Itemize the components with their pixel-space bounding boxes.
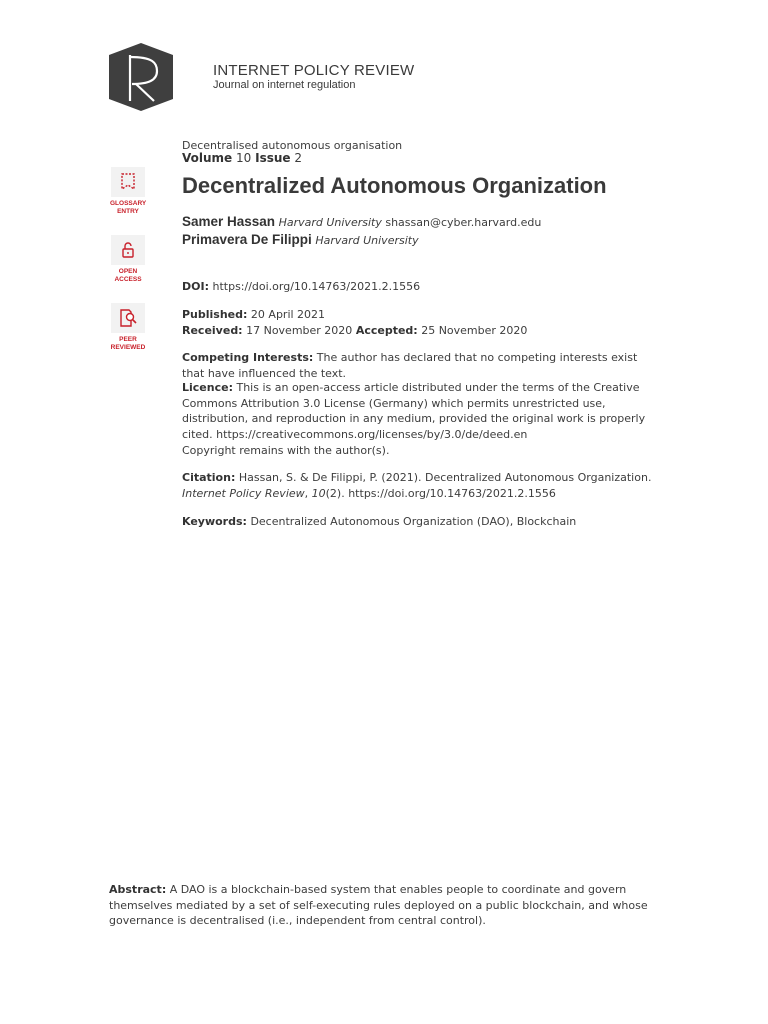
doi-link[interactable]: https://doi.org/10.14763/2021.2.1556 [212, 280, 421, 293]
issue-label: Issue [255, 151, 291, 165]
journal-logo [109, 43, 173, 111]
competing-label: Competing Interests: [182, 351, 314, 364]
citation-journal: Internet Policy Review [182, 486, 305, 500]
abstract [109, 882, 654, 929]
published-label: Published: [182, 308, 248, 321]
peer-reviewed-badge [110, 303, 146, 351]
section-name: Decentralised autonomous organisation [182, 139, 403, 152]
published-date: 20 April 2021 [250, 308, 326, 321]
author-email[interactable]: shassan@cyber.harvard.edu [385, 216, 542, 229]
licence [182, 380, 652, 442]
abstract-text: A DAO is a blockchain-based system that enables people to coordinate and govern themselves mediated by a set of self-executing rules deployed on a public blockchain, and whose governance is decentralised (i.e., independent from central control). [109, 883, 648, 927]
citation-tail: (2). https://doi.org/10.14763/2021.2.1556 [325, 486, 556, 500]
citation-volume: 10 [311, 486, 326, 500]
received-accepted-line [182, 323, 652, 339]
author-1 [182, 214, 652, 231]
published-line [182, 307, 652, 323]
received-label: Received: [182, 324, 243, 337]
author-2 [182, 232, 652, 249]
keywords [182, 514, 652, 530]
open-access-label: OPEN ACCESS [114, 268, 142, 283]
licence-label: Licence: [182, 381, 233, 394]
open-lock-icon [111, 235, 145, 265]
competing-interests [182, 350, 652, 381]
author-name: Samer Hassan [182, 214, 276, 229]
citation-text: Hassan, S. & De Filippi, P. (2021). Decentralized Autonomous Organization. [238, 471, 652, 484]
abstract-label: Abstract: [109, 883, 167, 896]
volume-label: Volume [182, 151, 233, 165]
doi-label: DOI: [182, 280, 209, 293]
citation-separator: , [304, 486, 312, 500]
bookmark-icon [111, 167, 145, 197]
citation-label: Citation: [182, 471, 236, 484]
glossary-entry-badge [110, 167, 146, 215]
issue-number: 2 [294, 151, 303, 165]
keywords-text: Decentralized Autonomous Organization (DAO), Blockchain [250, 515, 577, 528]
accepted-label: Accepted: [355, 324, 418, 337]
competing-text: The author has declared that no competing interests exist that have influenced the text. [182, 351, 638, 380]
citation [182, 470, 652, 501]
received-date: 17 November 2020 [246, 324, 353, 337]
volume-issue [182, 151, 652, 167]
open-access-badge [110, 235, 146, 283]
journal-subtitle: Journal on internet regulation [213, 79, 356, 91]
keywords-label: Keywords: [182, 515, 247, 528]
volume-number: 10 [236, 151, 252, 165]
doi-line [182, 279, 652, 295]
copyright: Copyright remains with the author(s). [182, 444, 390, 457]
glossary-entry-label: GLOSSARY ENTRY [110, 200, 147, 215]
accepted-date: 25 November 2020 [421, 324, 528, 337]
journal-name: INTERNET POLICY REVIEW [213, 62, 415, 79]
author-name: Primavera De Filippi [182, 232, 312, 247]
document-magnifier-icon [111, 303, 145, 333]
author-affiliation: Harvard University [315, 234, 419, 247]
peer-reviewed-label: PEER REVIEWED [110, 336, 146, 351]
author-affiliation: Harvard University [278, 216, 382, 229]
licence-text: This is an open-access article distributed under the terms of the Creative Commons Attribution 3.0 License (Germany) which permits unrestricted use, distribution, and reproduction in any medium, provided the original work is properly cited. https://creativecommons.org/licenses/by/3.0/de/deed.en [182, 381, 646, 441]
article-title: Decentralized Autonomous Organization [182, 173, 607, 198]
